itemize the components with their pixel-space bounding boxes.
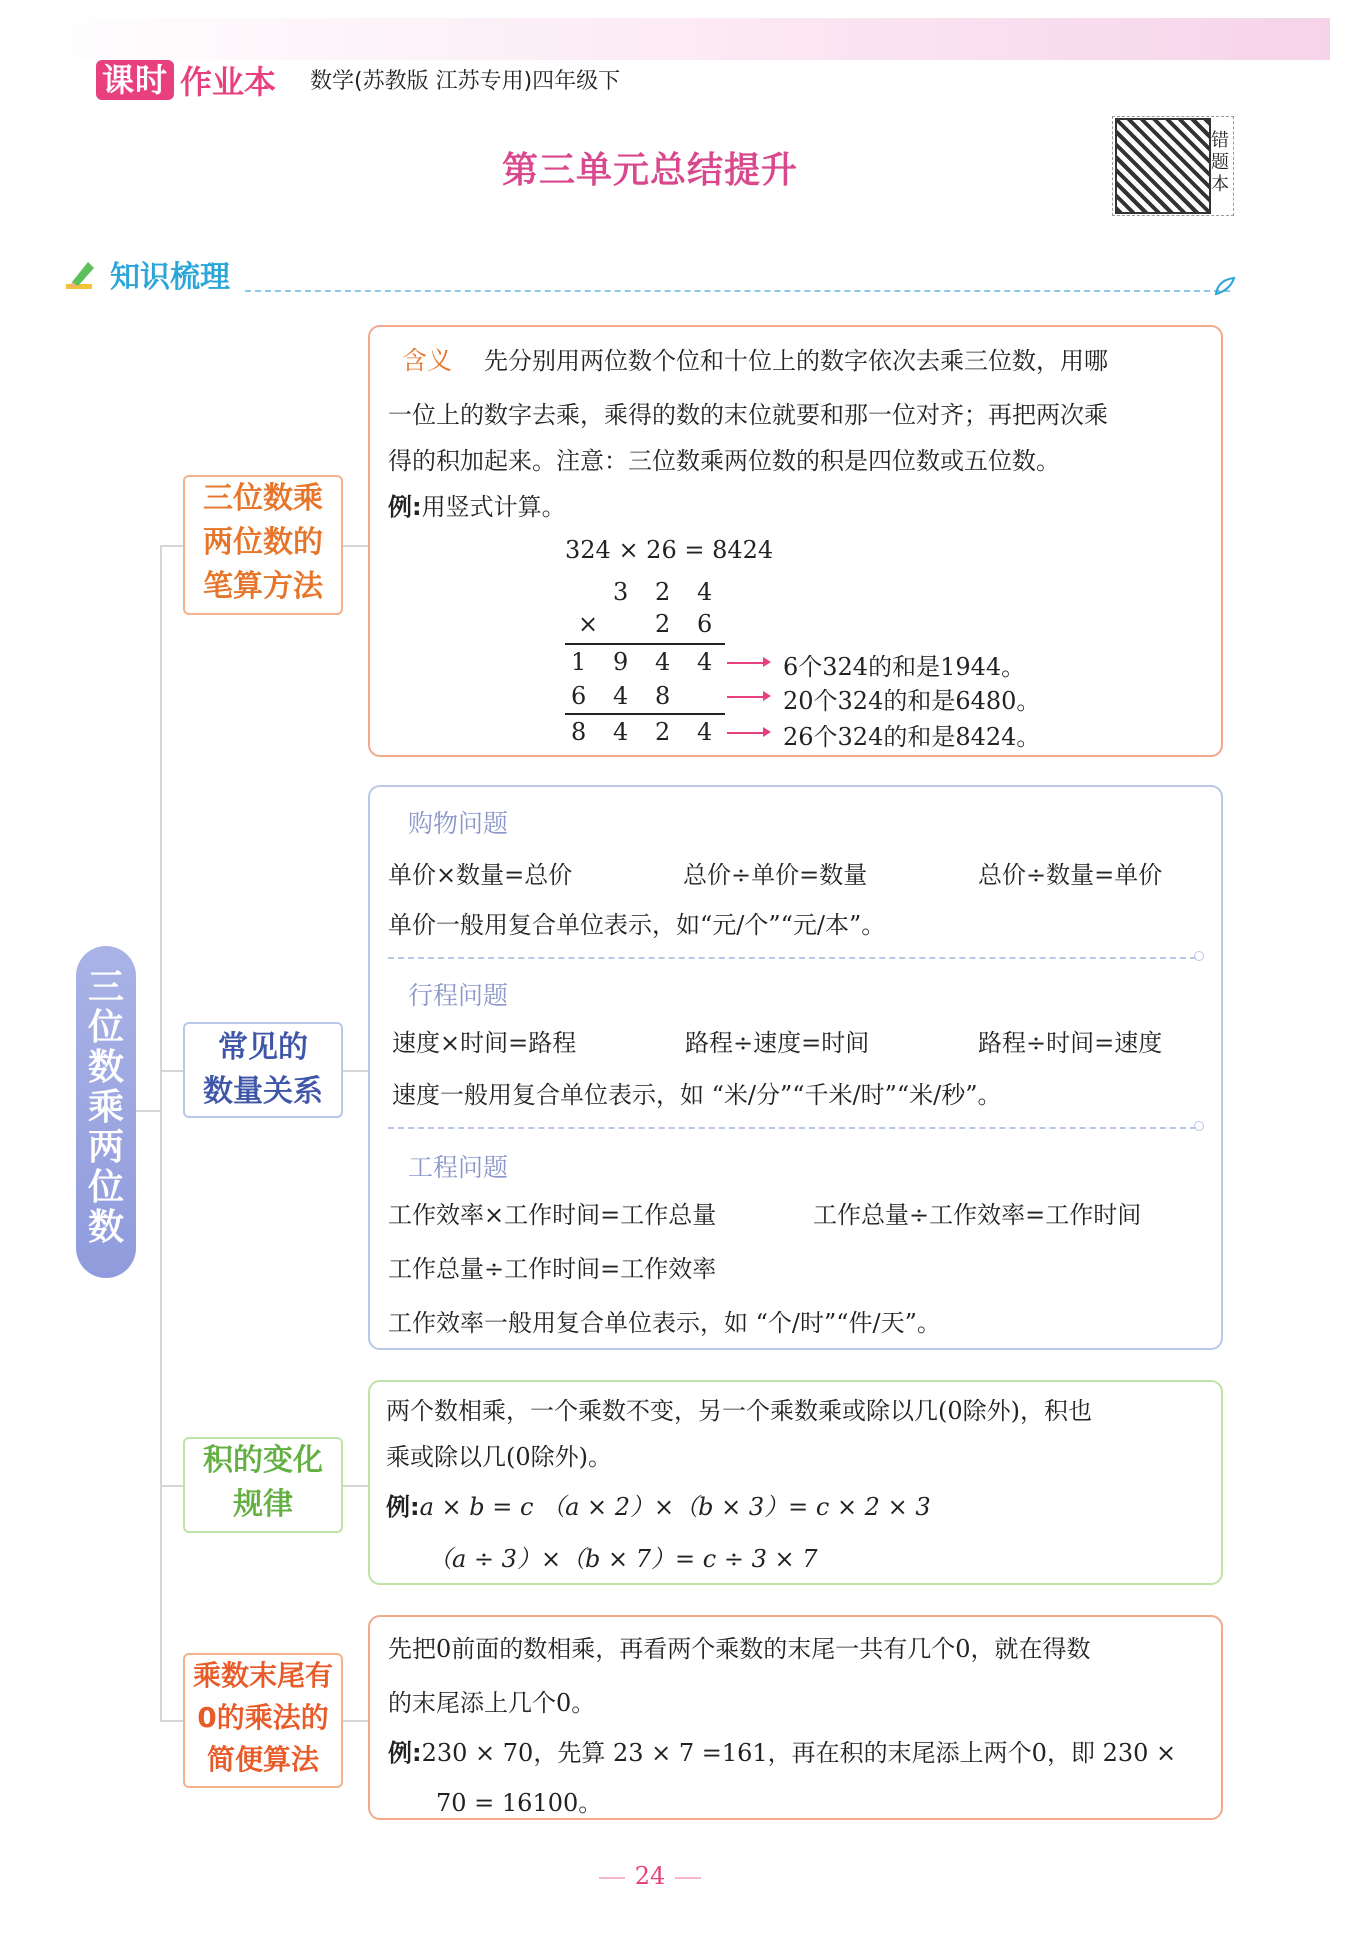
zero-rule-line-2: 的末尾添上几个0。 bbox=[388, 1689, 596, 1717]
work-formula-2: 工作总量÷工作效率=工作时间 bbox=[813, 1201, 1142, 1229]
pencil-icon bbox=[64, 256, 100, 292]
digit: 4 bbox=[697, 718, 713, 746]
work-formula-3: 工作总量÷工作时间=工作效率 bbox=[388, 1255, 717, 1283]
tree-root-connector bbox=[136, 1110, 160, 1112]
digit: 4 bbox=[655, 648, 671, 676]
shop-note: 单价一般用复合单位表示，如“元/个”“元/本”。 bbox=[388, 911, 886, 939]
branch-label-written-method bbox=[183, 475, 343, 615]
times-sign: × bbox=[578, 610, 599, 638]
arrow-right-icon bbox=[763, 727, 771, 737]
note-3: 26个324的和是8424。 bbox=[783, 723, 1041, 751]
example-text: 用竖式计算。 bbox=[421, 493, 566, 521]
arrow-right-icon bbox=[763, 657, 771, 667]
header-band bbox=[18, 18, 1330, 60]
rule-line-2: 乘或除以几(0除外)。 bbox=[386, 1443, 612, 1471]
meaning-line-1: 先分别用两位数个位和十位上的数字依次去乘三位数，用哪 bbox=[484, 347, 1108, 375]
equation: 324 × 26 = 8424 bbox=[565, 536, 774, 564]
branch-label-line: 三位数乘 bbox=[203, 481, 323, 516]
shop-formula-2: 总价÷单价=数量 bbox=[683, 861, 868, 889]
divider-dot bbox=[1194, 1121, 1204, 1131]
rule-line bbox=[565, 643, 725, 645]
tree-branch-2b bbox=[343, 1070, 368, 1072]
arrow-line bbox=[727, 696, 763, 698]
example-text: 230 × 70，先算 23 × 7 =161，再在积的末尾添上两个0，即 230 × bbox=[421, 1739, 1177, 1767]
page-number-rule bbox=[599, 1877, 625, 1879]
branch-label-trailing-zero bbox=[183, 1653, 343, 1788]
example-tag: 例: bbox=[388, 493, 422, 521]
section-divider bbox=[245, 290, 1230, 292]
arrow-right-icon bbox=[763, 691, 771, 701]
example-tag: 例: bbox=[388, 1739, 422, 1767]
example-tag: 例: bbox=[386, 1493, 420, 1521]
branch-label-line: 积的变化 bbox=[203, 1443, 323, 1478]
rule-line bbox=[565, 713, 725, 715]
tree-branch-1b bbox=[343, 545, 368, 547]
qr-label-char: 错 bbox=[1211, 130, 1229, 151]
section-title: 知识梳理 bbox=[110, 260, 230, 295]
arrow-line bbox=[727, 662, 763, 664]
branch-label-product-change bbox=[183, 1437, 343, 1533]
shop-formula-1: 单价×数量=总价 bbox=[388, 861, 573, 889]
digit: 4 bbox=[697, 648, 713, 676]
digit: 2 bbox=[655, 610, 671, 638]
arrow-line bbox=[727, 732, 763, 734]
digit: 2 bbox=[655, 578, 671, 606]
unit-title: 第三单元总结提升 bbox=[501, 150, 798, 191]
travel-formula-3: 路程÷时间=速度 bbox=[978, 1029, 1163, 1057]
tree-branch-3 bbox=[160, 1485, 183, 1487]
tree-trunk-line bbox=[160, 545, 162, 1720]
logo-mark: 课时 bbox=[96, 60, 174, 100]
branch-label-line: 简便算法 bbox=[206, 1743, 319, 1776]
zero-example-1 bbox=[388, 1728, 1176, 1778]
travel-formula-2: 路程÷速度=时间 bbox=[685, 1029, 870, 1057]
divider-dot bbox=[1194, 951, 1204, 961]
shopping-title: 购物问题 bbox=[408, 809, 509, 838]
section-heading bbox=[64, 252, 230, 296]
rule-line-1: 两个数相乘，一个乘数不变，另一个乘数乘或除以几(0除外)，积也 bbox=[386, 1397, 1092, 1425]
leaf-icon bbox=[1214, 276, 1236, 296]
meaning-tag bbox=[402, 336, 452, 386]
tree-branch-4b bbox=[343, 1720, 368, 1722]
zero-example-2: 70 = 16100。 bbox=[436, 1789, 603, 1817]
branch-label-line: 笔算方法 bbox=[203, 569, 323, 604]
example-line bbox=[388, 482, 566, 532]
brand-logo bbox=[96, 58, 276, 102]
root-label: 三位数乘两位数 bbox=[87, 967, 124, 1248]
digit: 4 bbox=[613, 718, 629, 746]
branch-label-line: 数量关系 bbox=[203, 1074, 323, 1109]
meaning-line-2: 一位上的数字去乘，乘得的数的末位就要和那一位对齐；再把两次乘 bbox=[388, 401, 1108, 429]
digit: 2 bbox=[655, 718, 671, 746]
tree-branch-2 bbox=[160, 1070, 183, 1072]
shop-formula-3: 总价÷数量=单价 bbox=[978, 861, 1163, 889]
qr-label-char: 题 bbox=[1211, 152, 1229, 173]
digit: 4 bbox=[613, 682, 629, 710]
dashed-divider bbox=[388, 957, 1196, 959]
digit: 9 bbox=[613, 648, 629, 676]
meaning-label: 含义 bbox=[402, 346, 453, 375]
work-title: 工程问题 bbox=[408, 1153, 509, 1182]
logo-text: 作业本 bbox=[180, 63, 277, 101]
rule-example-1 bbox=[386, 1482, 931, 1532]
rule-example-2: （a ÷ 3）×（b × 7）= c ÷ 3 × 7 bbox=[428, 1545, 818, 1573]
digit: 4 bbox=[697, 578, 713, 606]
zero-rule-line-1: 先把0前面的数相乘，再看两个乘数的末尾一共有几个0，就在得数 bbox=[388, 1635, 1091, 1663]
branch-label-line: 常见的 bbox=[218, 1030, 308, 1065]
page-number bbox=[0, 1862, 1300, 1890]
qr-label-char: 本 bbox=[1211, 174, 1229, 195]
digit: 3 bbox=[613, 578, 629, 606]
dashed-divider bbox=[388, 1127, 1196, 1129]
branch-label-line: 乘数末尾有 bbox=[192, 1659, 333, 1692]
note-2: 20个324的和是6480。 bbox=[783, 687, 1041, 715]
branch-label-line: 0的乘法的 bbox=[197, 1701, 329, 1734]
page-number-text: 24 bbox=[634, 1862, 666, 1890]
digit: 1 bbox=[571, 648, 587, 676]
tree-branch-4 bbox=[160, 1720, 183, 1722]
branch-label-line: 两位数的 bbox=[203, 525, 323, 560]
book-subtitle: 数学(苏教版 江苏专用)四年级下 bbox=[310, 69, 621, 94]
example-formula: a × b = c （a × 2）×（b × 3）= c × 2 × 3 bbox=[419, 1493, 931, 1521]
branch-label-quantity-relations bbox=[183, 1022, 343, 1118]
travel-formula-1: 速度×时间=路程 bbox=[392, 1029, 577, 1057]
tree-branch-3b bbox=[343, 1485, 368, 1487]
digit: 8 bbox=[655, 682, 671, 710]
digit: 8 bbox=[571, 718, 587, 746]
root-node bbox=[76, 946, 136, 1278]
work-note: 工作效率一般用复合单位表示，如 “个/时”“件/天”。 bbox=[388, 1309, 941, 1337]
work-formula-1: 工作效率×工作时间=工作总量 bbox=[388, 1201, 717, 1229]
travel-title: 行程问题 bbox=[408, 981, 509, 1010]
tree-branch-1 bbox=[160, 545, 183, 547]
note-1: 6个324的和是1944。 bbox=[783, 653, 1026, 681]
meaning-line-3: 得的积加起来。注意：三位数乘两位数的积是四位数或五位数。 bbox=[388, 447, 1060, 475]
qr-label bbox=[1208, 130, 1232, 196]
branch-label-line: 规律 bbox=[233, 1487, 293, 1522]
digit: 6 bbox=[697, 610, 713, 638]
digit: 6 bbox=[571, 682, 587, 710]
qr-code-icon[interactable] bbox=[1115, 118, 1211, 214]
travel-note: 速度一般用复合单位表示，如 “米/分”“千米/时”“米/秒”。 bbox=[392, 1081, 1002, 1109]
page-number-rule bbox=[675, 1877, 701, 1879]
